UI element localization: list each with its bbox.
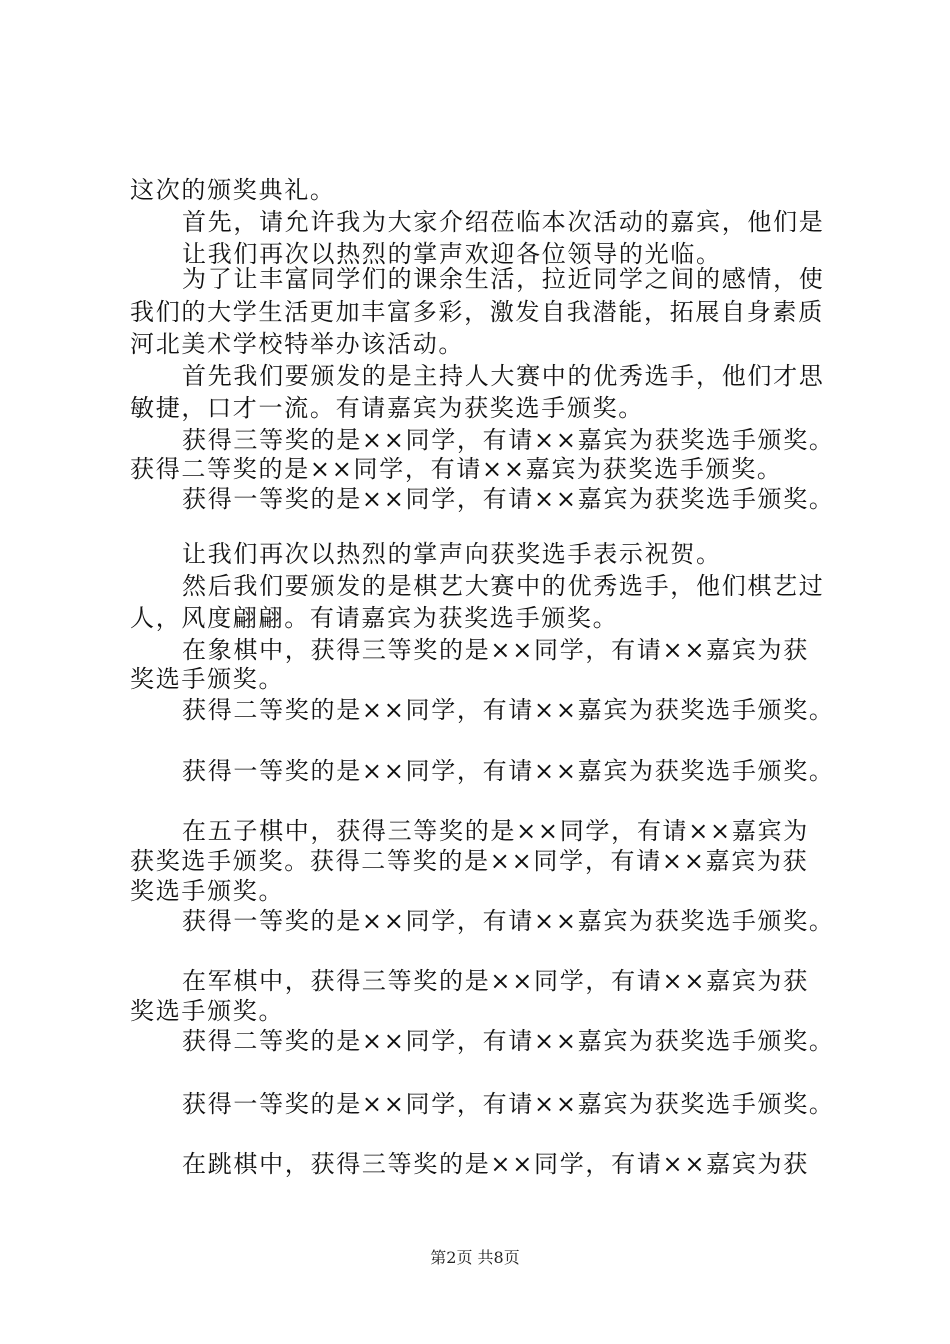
- text-line: 首先，请允许我为大家介绍莅临本次活动的嘉宾，他们是: [182, 208, 825, 236]
- text-line: 在军棋中，获得三等奖的是××同学，有请××嘉宾为获: [182, 967, 809, 995]
- text-line: 获得二等奖的是××同学，有请××嘉宾为获奖选手颁奖。: [130, 455, 783, 483]
- text-line: 我们的大学生活更加丰富多彩，激发自我潜能，拓展自身素质: [130, 298, 824, 326]
- text-line: 获得一等奖的是××同学，有请××嘉宾为获奖选手颁奖。: [182, 485, 835, 513]
- text-line: 获得一等奖的是××同学，有请××嘉宾为获奖选手颁奖。: [182, 1090, 835, 1118]
- text-line: 奖选手颁奖。: [130, 665, 285, 693]
- text-line: 让我们再次以热烈的掌声向获奖选手表示祝贺。: [182, 540, 722, 568]
- text-line: 获得二等奖的是××同学，有请××嘉宾为获奖选手颁奖。: [182, 696, 835, 724]
- text-line: 获得三等奖的是××同学，有请××嘉宾为获奖选手颁奖。: [182, 426, 835, 454]
- text-line: 为了让丰富同学们的课余生活，拉近同学之间的感情，使: [182, 265, 825, 293]
- text-line: 人，风度翩翩。有请嘉宾为获奖选手颁奖。: [130, 604, 619, 632]
- text-line: 然后我们要颁发的是棋艺大赛中的优秀选手，他们棋艺过: [182, 572, 825, 600]
- text-line: 敏捷，口才一流。有请嘉宾为获奖选手颁奖。: [130, 394, 644, 422]
- text-line: 获得一等奖的是××同学，有请××嘉宾为获奖选手颁奖。: [182, 757, 835, 785]
- text-line: 获奖选手颁奖。获得二等奖的是××同学，有请××嘉宾为获: [130, 847, 809, 875]
- text-line: 获得二等奖的是××同学，有请××嘉宾为获奖选手颁奖。: [182, 1027, 835, 1055]
- text-line: 首先我们要颁发的是主持人大赛中的优秀选手，他们才思: [182, 362, 825, 390]
- text-line: 奖选手颁奖。: [130, 877, 285, 905]
- text-line: 获得一等奖的是××同学，有请××嘉宾为获奖选手颁奖。: [182, 907, 835, 935]
- page-number-footer: 第2页 共8页: [430, 1248, 520, 1267]
- text-line: 在象棋中，获得三等奖的是××同学，有请××嘉宾为获: [182, 636, 809, 664]
- text-line: 这次的颁奖典礼。: [130, 176, 336, 204]
- text-line: 在五子棋中，获得三等奖的是××同学，有请××嘉宾为: [182, 817, 809, 845]
- text-line: 奖选手颁奖。: [130, 997, 285, 1025]
- text-line: 在跳棋中，获得三等奖的是××同学，有请××嘉宾为获: [182, 1150, 809, 1178]
- text-line: 河北美术学校特举办该活动。: [130, 330, 465, 358]
- text-line: 让我们再次以热烈的掌声欢迎各位领导的光临。: [182, 240, 722, 268]
